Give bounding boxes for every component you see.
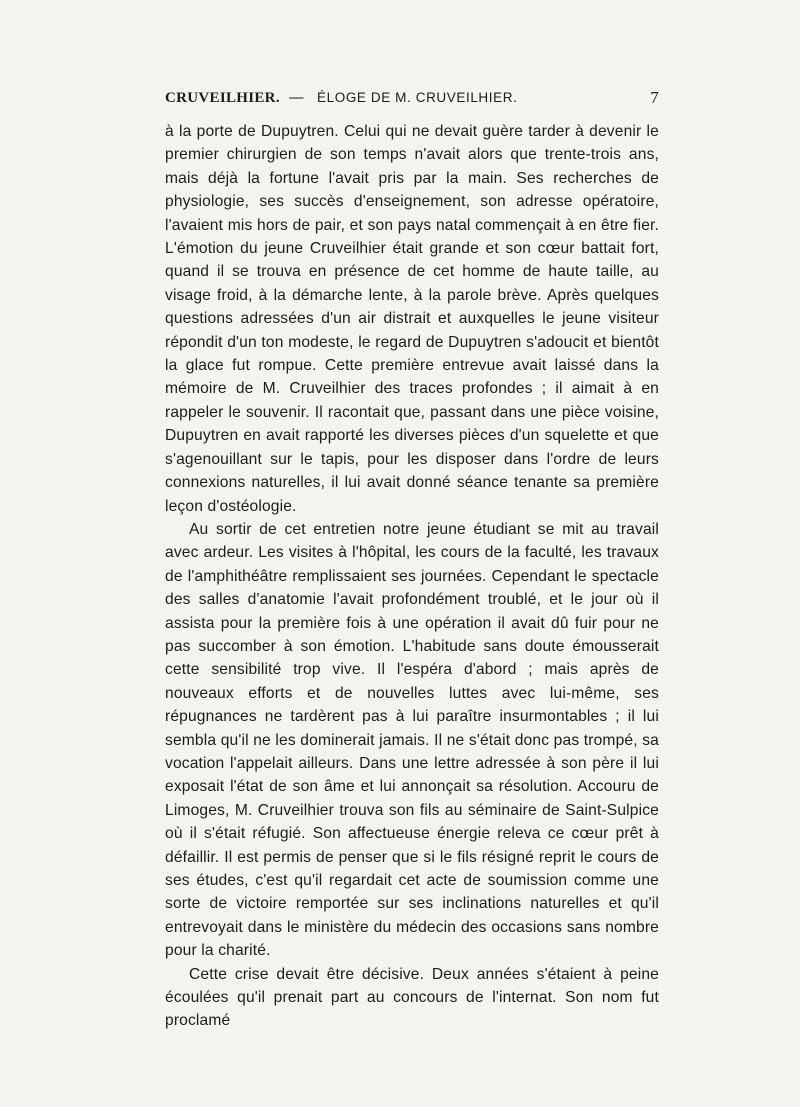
page-number: 7 — [650, 88, 659, 107]
paragraph-1: à la porte de Dupuytren. Celui qui ne devait guère tarder à devenir le premier chirurgien de son temps n'avait alors que trente-trois ans, mais déjà la fortune l'avait pris par la main. Ses recherches de physiologie, ses succès d'enseignement, son adresse opératoire, l'avaient mis hors de pair, et son pays natal commençait à en être fier. L'émotion du jeune Cruveilhier était grande et son cœur battait fort, quand il se trouva en présence de cet homme de haute taille, au visage froid, à la démarche lente, à la parole brève. Après quelques questions adressées d'un air distrait et auxquelles le jeune visiteur répondit d'un ton modeste, le regard de Dupuytren s'adoucit et bientôt la glace fut rompue. Cette première entrevue avait laissé dans la mémoire de M. Cruveilhier des traces profondes ; il aimait à en rappeler le souvenir. Il racontait que, passant dans une pièce voisine, Dupuytren en avait rapporté les diverses pièces d'un squelette et que s'agenouillant sur le tapis, pour les disposer dans l'ordre de leurs connexions naturelles, il lui avait donné séance tenante sa première leçon d'ostéologie. — [165, 123, 659, 515]
running-head-separator: — — [289, 90, 304, 106]
paragraph-2: Au sortir de cet entretien notre jeune étudiant se mit au travail avec ardeur. Les visites à l'hôpital, les cours de la faculté, les travaux de l'amphithéâtre remplissaient ses journées. Cependant le spectacle des salles d'anatomie l'avait profondément troublé, et le jour où il assista pour la première fois à une opération il avait dû fuir pour ne pas succomber à son émotion. L'habitude sans doute émousserait cette sensibilité trop vive. Il l'espéra d'abord ; mais après de nouveaux efforts et de nouvelles luttes avec lui-même, ses répugnances ne tardèrent pas à lui paraître insurmontables ; il lui sembla qu'il ne les dominerait jamais. Il ne s'était donc pas trompé, sa vocation l'appelait ailleurs. Dans une lettre adressée à son père il lui exposait l'état de son âme et lui annonçait sa résolution. Accouru de Limoges, M. Cruveilhier trouva son fils au séminaire de Saint-Sulpice où il s'était réfugié. Son affectueuse énergie releva ce cœur prêt à défaillir. Il est permis de penser que si le fils résigné reprit le cours de ses études, c'est qu'il regardait cet acte de soumission comme une sorte de victoire remportée sur ses inclinations naturelles et qu'il entrevoyait dans le ministère du médecin des occasions sans nombre pour la charité. — [165, 520, 659, 960]
running-head-section-title: ÉLOGE DE M. CRUVEILHIER. — [317, 90, 518, 105]
body-text — [165, 120, 659, 1033]
running-head — [165, 88, 659, 112]
running-head-author: CRUVEILHIER. — [165, 90, 280, 106]
paragraph-3: Cette crise devait être décisive. Deux années s'étaient à peine écoulées qu'il prenait part au concours de l'internat. Son nom fut proclamé — [165, 965, 659, 1030]
